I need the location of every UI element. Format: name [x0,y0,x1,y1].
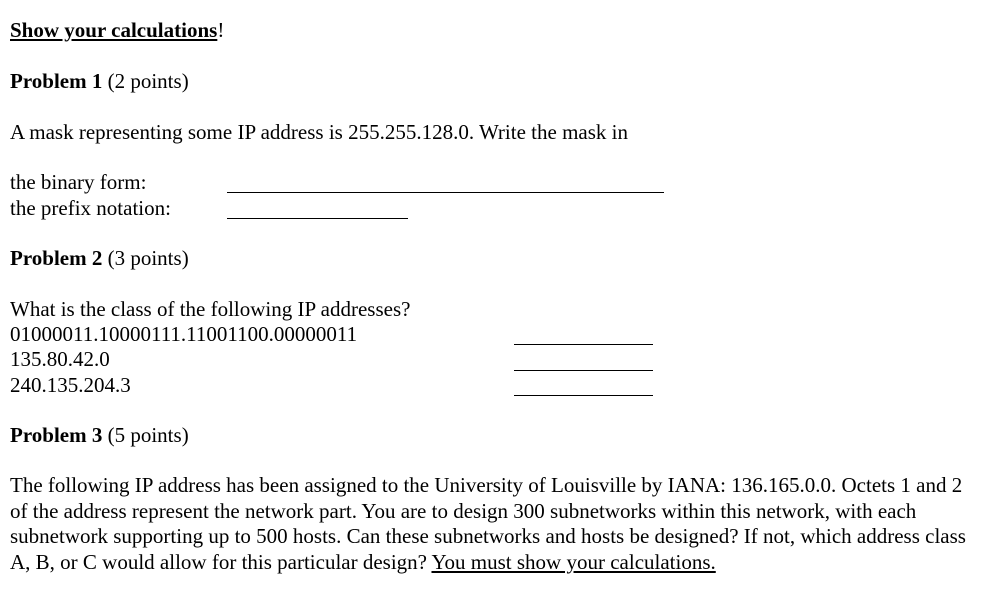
ip-address-2-answer-line[interactable] [514,370,653,371]
prefix-notation-label: the prefix notation: [10,196,171,220]
problem-2-heading [10,246,189,270]
problem-1-label: Problem 1 [10,69,103,93]
heading-title: Show your calculations [10,18,218,42]
binary-form-answer-line[interactable] [227,192,664,193]
page-heading [10,18,224,42]
problem-3-heading [10,423,189,447]
ip-address-1: 01000011.10000111.11001100.00000011 [10,322,358,346]
problem-2-label: Problem 2 [10,246,103,270]
problem-3-label: Problem 3 [10,423,103,447]
problem-3-emphasis: You must show your calculations. [431,549,716,574]
ip-address-1-answer-line[interactable] [514,344,653,345]
problem-2-points: (3 points) [102,246,189,270]
ip-address-2: 135.80.42.0 [10,347,110,371]
ip-address-3: 240.135.204.3 [10,373,131,397]
binary-form-label: the binary form: [10,170,147,194]
problem-1-points: (2 points) [102,69,189,93]
problem-3-text [10,473,970,575]
problem-3-body: The following IP address has been assigned to the University of Louisville by IANA: 136.165.0.0. Octets 1 and 2 of the address represent the network part. You are to design 300 subnetworks within this network, with each subnetwork supporting up to 500 hosts. Can these subnetworks and hosts be designed? If not, which address class A, B, or C would allow for this particular design? [10,473,966,574]
heading-exclaim: ! [217,18,225,42]
problem-2-question: What is the class of the following IP addresses? [10,297,411,321]
problem-1-heading [10,69,189,93]
ip-address-3-answer-line[interactable] [514,395,653,396]
problem-3-points: (5 points) [102,423,189,447]
problem-1-statement: A mask representing some IP address is 255.255.128.0. Write the mask in [10,120,628,144]
prefix-notation-answer-line[interactable] [227,218,408,219]
